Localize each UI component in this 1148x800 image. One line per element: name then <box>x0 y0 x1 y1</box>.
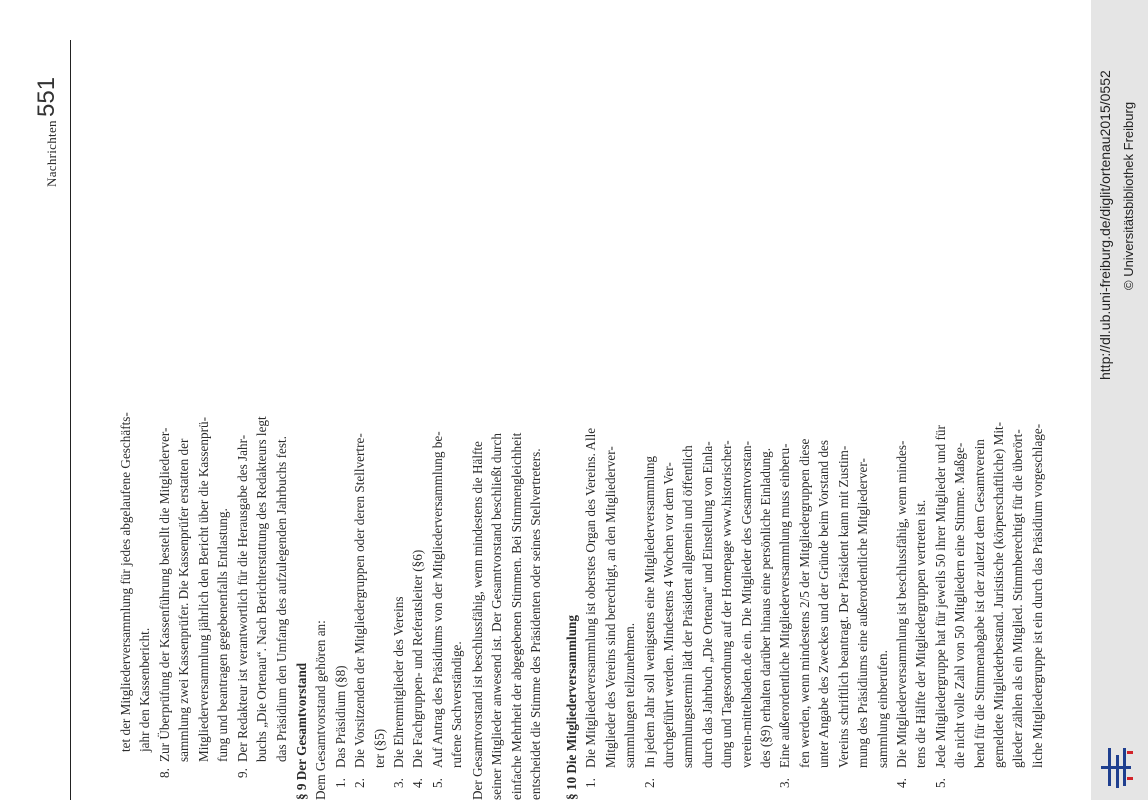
list-number: 2. <box>641 778 657 788</box>
section-heading: § 10 Die Mitgliederversammlung <box>564 615 579 800</box>
text-line: seiner Mitglieder anwesend ist. Der Gesamtvorstand beschließt durch <box>489 433 505 800</box>
text-line: Jede Mitgliedergruppe hat für jeweils 50 ihrer Mitglieder und für <box>932 425 948 768</box>
list-item-8 <box>155 40 233 800</box>
text-line: tet der Mitgliederversammlung für jedes abgelaufene Geschäfts- <box>118 412 133 752</box>
intro-continuation <box>116 40 155 800</box>
viewer-sidebar <box>1091 0 1148 800</box>
text-line: fen werden, wenn mindestens 2/5 der Mitgliedergruppen diese <box>796 438 812 768</box>
section-intro: Dem Gesamtvorstand gehören an: <box>313 620 329 800</box>
text-line: ter (§5) <box>371 728 387 768</box>
text-line: Vereins schriftlich beantragt. Der Präsident kann mit Zustim- <box>835 445 851 768</box>
text-line: buchs „Die Ortenau“. Nach Berichterstattung des Redakteurs legt <box>254 416 270 762</box>
text-line: Auf Antrag des Präsidiums von der Mitgliederversammlung be- <box>429 431 445 768</box>
list-number: 4. <box>893 778 909 788</box>
text-line: Der Gesamtvorstand ist beschlussfähig, wenn mindestens die Hälfte <box>470 441 485 800</box>
sidebar-text <box>1091 0 1148 800</box>
text-line: Die Mitgliederversammlung ist beschlussfähig, wenn mindes- <box>893 440 909 768</box>
list-item <box>775 40 891 800</box>
text-line: Zur Überprüfung der Kassenführung bestellt die Mitgliederver- <box>157 427 172 762</box>
text-line: des (§9) erhalten darüber hinaus eine persönliche Einladung. <box>758 447 774 768</box>
header-rule <box>70 40 71 800</box>
text-line: mung des Präsidiums eine außerordentliche Mitgliederver- <box>855 458 871 768</box>
text-line: Die Fachgruppen- und Referatsleiter (§6) <box>410 549 426 768</box>
text-line: In jedem Jahr soll wenigstens eine Mitgliederversammlung <box>641 455 657 768</box>
running-header: Nachrichten <box>44 120 59 187</box>
list-number: 1. <box>583 778 599 788</box>
copyright-notice: © Universitätsbibliothek Freiburg <box>1121 101 1136 290</box>
list-item <box>581 40 639 800</box>
text-line: durchgeführt werden. Mindestens 4 Wochen vor dem Ver- <box>661 462 677 768</box>
list-item-9 <box>233 40 291 800</box>
text-line: Die Ehrenmitglieder des Vereins <box>391 596 407 768</box>
list-number: 3. <box>777 778 793 788</box>
text-line: die nicht volle Zahl von 50 Mitgliedern eine Stimme. Maßge- <box>952 442 968 768</box>
list-item <box>350 40 389 800</box>
text-line: Die Vorsitzenden der Mitgliedergruppen oder deren Stellvertre- <box>352 433 368 768</box>
text-line: tens die Hälfte der Mitgliedergruppen vertreten ist. <box>913 499 929 768</box>
text-line: Die Mitgliederversammlung ist oberstes Organ des Vereins. Alle <box>583 427 599 768</box>
section-heading: § 9 Der Gesamtvorstand <box>294 662 309 800</box>
text-line: Das Präsidium (§8) <box>332 665 348 768</box>
section-10 <box>562 40 1047 800</box>
text-line: sammlung einberufen. <box>874 650 890 768</box>
text-line: verein-mittelbaden.de ein. Die Mitglieder des Gesamtvorstan- <box>738 440 754 768</box>
text-line: bend für die Stimmenabgabe ist der zuletzt dem Gesamtverein <box>971 439 987 768</box>
section-9 <box>292 40 467 800</box>
list-item <box>892 40 931 800</box>
list-number: 1. <box>332 778 348 788</box>
text-line: Mitgliederversammlung jährlich den Bericht über die Kassenprü- <box>195 417 211 762</box>
list-item <box>428 40 467 800</box>
list-item <box>640 40 776 800</box>
list-number: 5. <box>932 778 948 788</box>
text-line: einfache Mehrheit der abgegebenen Stimmen. Bei Stimmengleichheit <box>508 432 524 800</box>
text-line: Eine außerordentliche Mitgliederversammlung muss einberu- <box>777 443 793 768</box>
text-line: sammlung zwei Kassenprüfer. Die Kassenprüfer erstatten der <box>176 438 192 762</box>
text-line: liche Mitgliedergruppe ist ein durch das Präsidium vorgeschlage- <box>1029 423 1045 768</box>
text-line: unter Angabe des Zweckes und der Gründe beim Vorstand des <box>816 439 832 768</box>
page-number: 551 <box>33 76 60 117</box>
list-number: 8. <box>157 768 172 778</box>
list-item <box>331 40 350 800</box>
list-number: 2. <box>352 778 368 788</box>
list-item <box>389 40 408 800</box>
text-line: rufene Sachverständige. <box>449 641 465 768</box>
text-line: dung und Tagesordnung auf der Homepage www.historischer- <box>719 440 735 768</box>
text-line: das Präsidium den Umfang des aufzulegenden Jahrbuchs fest. <box>273 436 289 762</box>
text-line: sammlungen teilzunehmen. <box>622 622 638 768</box>
section-9-closing <box>468 40 546 800</box>
text-line: durch das Jahrbuch „Die Ortenau“ und Einstellung von Einla- <box>699 441 715 768</box>
page-content <box>33 40 1090 800</box>
text-line: fung und beantragen gegebenenfalls Entlastung. <box>215 508 231 762</box>
list-item <box>408 40 427 800</box>
text-line: entscheidet die Stimme des Präsidenten oder seines Stellvertreters. <box>528 448 544 800</box>
list-item <box>931 40 1047 800</box>
list-number: 4. <box>410 778 426 788</box>
text-line: gemeldete Mitgliederbestand. Juristische (körperschaftliche) Mit- <box>990 421 1006 768</box>
list-number: 5. <box>429 778 445 788</box>
library-logo-icon <box>1101 742 1141 792</box>
text-line: Mitglieder des Vereins sind berechtigt, an den Mitgliederver- <box>602 446 618 768</box>
list-number: 9. <box>235 768 250 778</box>
text-line: Der Redakteur ist verantwortlich für die Herausgabe des Jahr- <box>235 434 250 762</box>
list-number: 3. <box>391 778 407 788</box>
text-line: jahr den Kassenbericht. <box>137 627 153 752</box>
text-line: sammlungstermin lädt der Präsident allgemein und öffentlich <box>680 445 696 768</box>
source-url-link[interactable]: http://dl.ub.uni-freiburg.de/diglit/ortenau2015/0552 <box>1097 70 1113 380</box>
text-line: glieder zählen als ein Mitglied. Stimmberechtigt für die überört- <box>1010 429 1026 768</box>
